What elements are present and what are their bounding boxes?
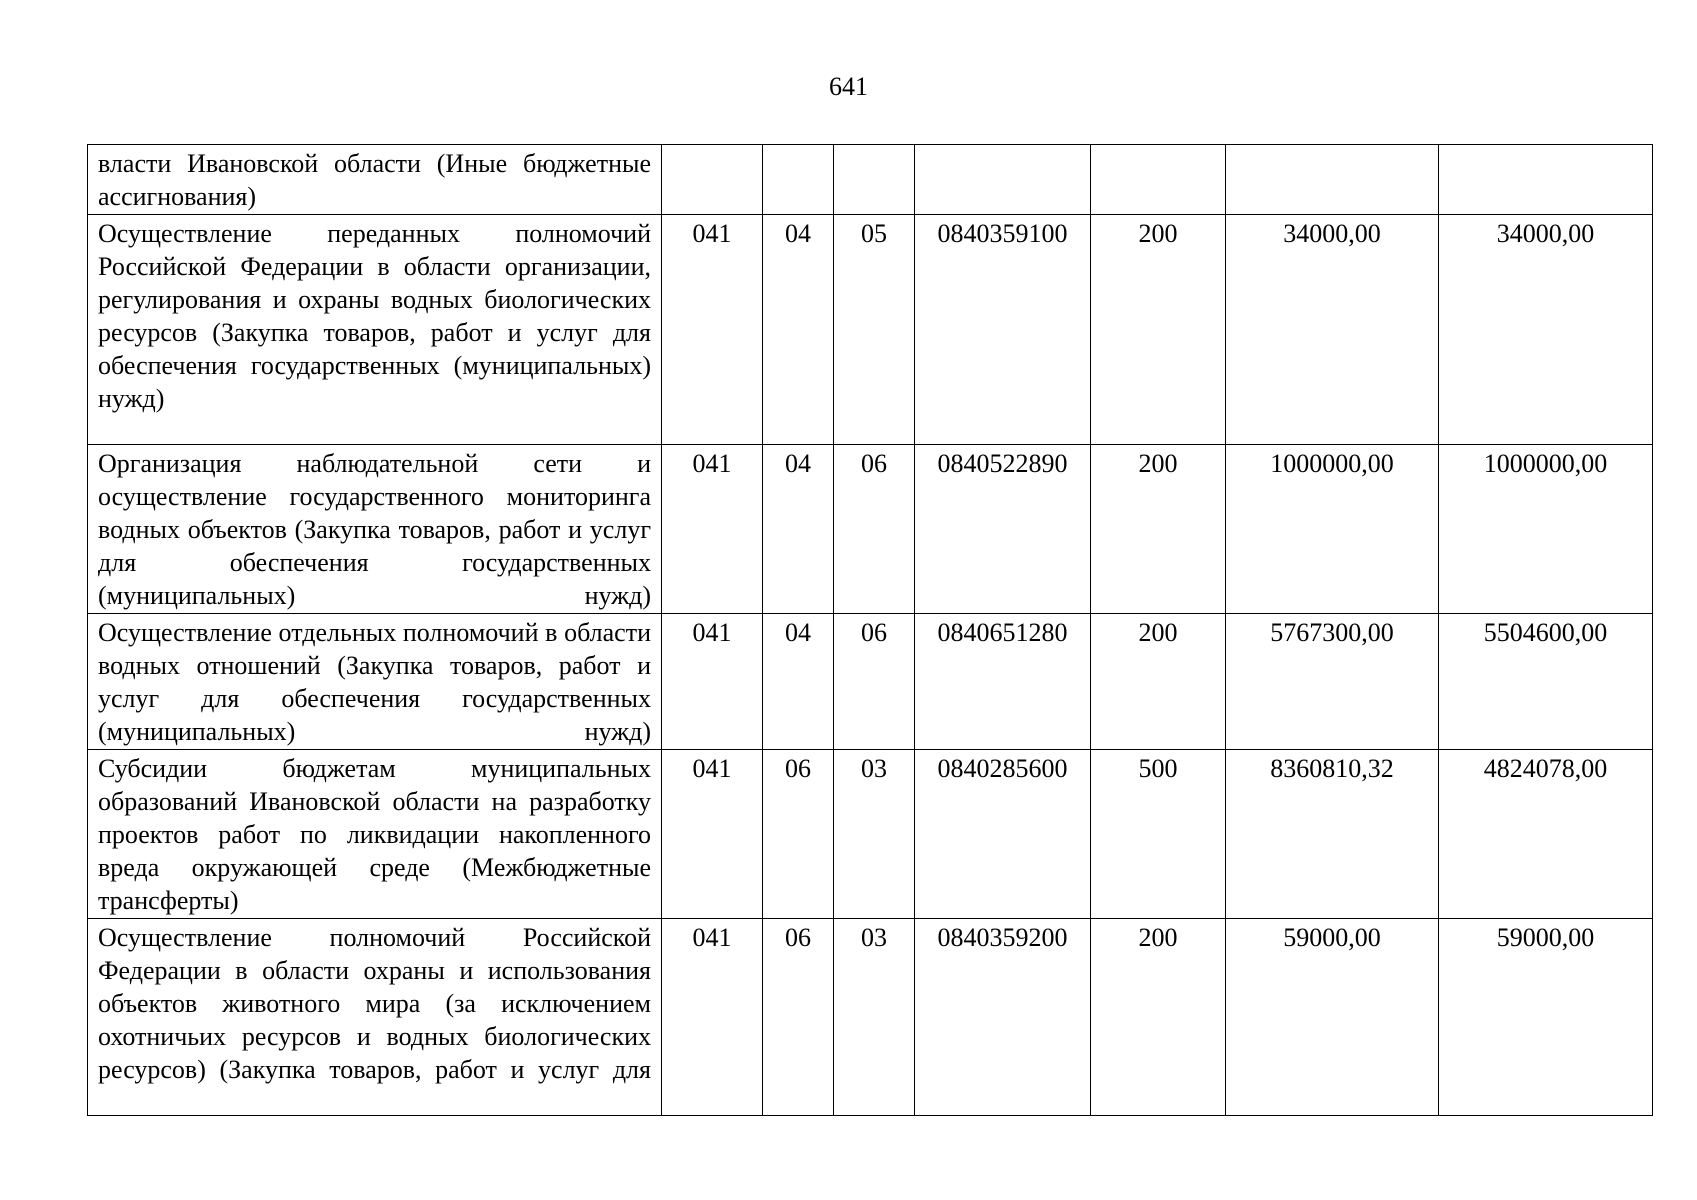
row-ved-code bbox=[662, 145, 763, 215]
row-expense-type: 200 bbox=[1091, 445, 1226, 614]
table-row bbox=[88, 750, 1653, 919]
row-subsection-code: 03 bbox=[834, 750, 915, 919]
row-expense-type: 500 bbox=[1091, 750, 1226, 919]
row-sum-year-2: 59000,00 bbox=[1439, 919, 1653, 1116]
table-row bbox=[88, 919, 1653, 1116]
row-description: Субсидии бюджетам муниципальных образований Ивановской области на разработку проектов работ по ликвидации накопленного вреда окружающей среде (Межбюджетные трансферты) bbox=[88, 750, 662, 919]
row-description: власти Ивановской области (Иные бюджетные ассигнования) bbox=[88, 145, 662, 215]
row-sum-year-1: 34000,00 bbox=[1226, 215, 1439, 445]
row-expense-type: 200 bbox=[1091, 215, 1226, 445]
row-sum-year-2: 34000,00 bbox=[1439, 215, 1653, 445]
row-target-article: 0840285600 bbox=[915, 750, 1091, 919]
row-description: Осуществление полномочий Российской Федерации в области охраны и использования объектов животного мира (за исключением охотничьих ресурсов и водных биологических ресурсов) (Закупка товаров, работ и услуг для bbox=[88, 919, 662, 1116]
row-description: Осуществление отдельных полномочий в области водных отношений (Закупка товаров, работ и услуг для обеспечения государственных (муниципальных) нужд) bbox=[88, 614, 662, 750]
row-sum-year-1: 1000000,00 bbox=[1226, 445, 1439, 614]
row-section-code: 06 bbox=[763, 919, 834, 1116]
budget-table bbox=[87, 144, 1653, 1116]
row-target-article: 0840359100 bbox=[915, 215, 1091, 445]
row-section-code: 04 bbox=[763, 215, 834, 445]
row-ved-code: 041 bbox=[662, 614, 763, 750]
row-ved-code: 041 bbox=[662, 919, 763, 1116]
row-subsection-code bbox=[834, 145, 915, 215]
row-target-article bbox=[915, 145, 1091, 215]
row-sum-year-1 bbox=[1226, 145, 1439, 215]
page-number: 641 bbox=[829, 72, 868, 101]
row-section-code bbox=[763, 145, 834, 215]
row-ved-code: 041 bbox=[662, 445, 763, 614]
row-subsection-code: 03 bbox=[834, 919, 915, 1116]
row-expense-type: 200 bbox=[1091, 919, 1226, 1116]
row-section-code: 06 bbox=[763, 750, 834, 919]
table-row bbox=[88, 614, 1653, 750]
table-row bbox=[88, 215, 1653, 445]
row-target-article: 0840522890 bbox=[915, 445, 1091, 614]
row-subsection-code: 05 bbox=[834, 215, 915, 445]
row-subsection-code: 06 bbox=[834, 614, 915, 750]
row-section-code: 04 bbox=[763, 445, 834, 614]
row-sum-year-2: 1000000,00 bbox=[1439, 445, 1653, 614]
row-description: Осуществление переданных полномочий Российской Федерации в области организации, регулирования и охраны водных биологических ресурсов (Закупка товаров, работ и услуг для обеспечения государственных (муниципальных) нужд) bbox=[88, 215, 662, 445]
row-sum-year-1: 8360810,32 bbox=[1226, 750, 1439, 919]
row-ved-code: 041 bbox=[662, 750, 763, 919]
row-expense-type bbox=[1091, 145, 1226, 215]
table-row bbox=[88, 145, 1653, 215]
row-sum-year-1: 5767300,00 bbox=[1226, 614, 1439, 750]
row-sum-year-2 bbox=[1439, 145, 1653, 215]
row-subsection-code: 06 bbox=[834, 445, 915, 614]
row-target-article: 0840359200 bbox=[915, 919, 1091, 1116]
row-sum-year-1: 59000,00 bbox=[1226, 919, 1439, 1116]
row-sum-year-2: 4824078,00 bbox=[1439, 750, 1653, 919]
row-section-code: 04 bbox=[763, 614, 834, 750]
row-ved-code: 041 bbox=[662, 215, 763, 445]
row-sum-year-2: 5504600,00 bbox=[1439, 614, 1653, 750]
table-row bbox=[88, 445, 1653, 614]
row-expense-type: 200 bbox=[1091, 614, 1226, 750]
row-description: Организация наблюдательной сети и осуществление государственного мониторинга водных объектов (Закупка товаров, работ и услуг для обеспечения государственных (муниципальных) нужд) bbox=[88, 445, 662, 614]
row-target-article: 0840651280 bbox=[915, 614, 1091, 750]
